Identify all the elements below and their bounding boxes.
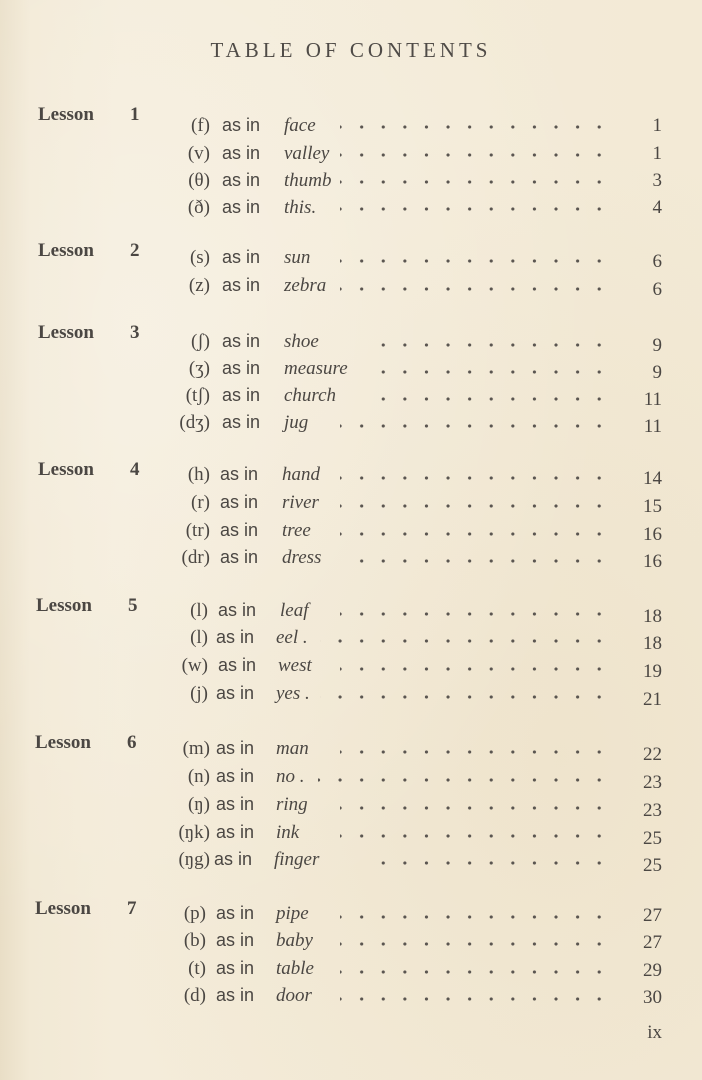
dot-leader — [345, 558, 610, 564]
sound-symbol: (b) — [183, 930, 206, 951]
sound-symbol: (dʒ) — [179, 412, 210, 433]
sound-symbol: (j) — [190, 683, 208, 704]
as-in-label: as in — [216, 930, 255, 950]
page-number: 6 — [652, 251, 662, 272]
as-in-label: as in — [216, 627, 255, 647]
example-word: west — [278, 655, 312, 676]
page-number: 14 — [643, 468, 662, 489]
sound-symbol: (ŋk) — [178, 822, 210, 843]
toc-entry — [0, 791, 702, 821]
page-number: 18 — [643, 606, 662, 627]
as-in-label: as in — [222, 275, 261, 295]
dot-leader — [370, 342, 610, 348]
example-word: this. — [284, 197, 317, 218]
lesson-word: Lesson — [38, 240, 94, 261]
lesson-word: Lesson — [36, 595, 92, 616]
toc-entry — [0, 355, 702, 382]
toc-entry — [0, 328, 702, 355]
as-in-label: as in — [222, 170, 261, 190]
toc-entry — [0, 763, 702, 793]
dot-leader — [370, 369, 610, 375]
sound-symbol: (m) — [182, 738, 210, 759]
example-word: eel . — [276, 627, 308, 648]
toc-entry — [0, 382, 702, 409]
page-number: 25 — [643, 855, 662, 876]
page-number: 16 — [643, 551, 662, 572]
page-number: 22 — [643, 744, 662, 765]
as-in-label: as in — [218, 655, 257, 675]
dot-leader — [340, 969, 610, 975]
toc-entry — [0, 544, 702, 571]
example-word: shoe — [284, 331, 319, 352]
page-number: 27 — [643, 932, 662, 953]
page-number: 30 — [643, 987, 662, 1008]
dot-leader — [340, 152, 610, 158]
as-in-label: as in — [220, 520, 259, 540]
toc-entry — [0, 461, 702, 488]
dot-leader — [320, 638, 610, 644]
page-number: 18 — [643, 633, 662, 654]
example-word: dress — [282, 547, 322, 568]
dot-leader — [340, 833, 610, 839]
lesson-number: 4 — [130, 459, 140, 480]
sound-symbol: (tr) — [185, 520, 210, 541]
sound-symbol: (ŋg) — [178, 849, 210, 870]
dot-leader — [370, 396, 610, 402]
sound-symbol: (r) — [191, 492, 210, 513]
dot-leader — [320, 694, 610, 700]
as-in-label: as in — [218, 600, 257, 620]
as-in-label: as in — [214, 849, 253, 869]
page-number: 23 — [643, 800, 662, 821]
as-in-label: as in — [216, 822, 255, 842]
example-word: man — [276, 738, 309, 759]
as-in-label: as in — [216, 958, 255, 978]
as-in-label: as in — [216, 903, 255, 923]
as-in-label: as in — [220, 492, 259, 512]
example-word: ink — [276, 822, 300, 843]
page-number: 29 — [643, 960, 662, 981]
sound-symbol: (tʃ) — [185, 385, 210, 406]
example-word: face — [284, 115, 316, 136]
toc-entry — [0, 900, 702, 927]
example-word: zebra — [284, 275, 327, 296]
as-in-label: as in — [222, 247, 261, 267]
dot-leader — [318, 777, 610, 783]
page-number: 11 — [643, 389, 662, 410]
sound-symbol: (d) — [183, 985, 206, 1006]
folio-page-number: ix — [647, 1022, 662, 1043]
sound-symbol: (l) — [190, 627, 208, 648]
dot-leader — [340, 179, 610, 185]
page-number: 23 — [643, 772, 662, 793]
toc-entry — [0, 927, 702, 954]
page-number: 21 — [643, 689, 662, 710]
toc-entry — [0, 409, 702, 436]
as-in-label: as in — [222, 331, 261, 351]
lesson-word: Lesson — [38, 459, 94, 480]
sound-symbol: (f) — [191, 115, 210, 136]
toc-entry — [0, 735, 702, 765]
sound-symbol: (z) — [188, 275, 210, 296]
page-number: 4 — [652, 197, 662, 218]
lesson-word: Lesson — [38, 104, 94, 125]
toc-entry — [0, 680, 702, 710]
sound-symbol: (ʃ) — [191, 331, 210, 352]
dot-leader — [340, 666, 610, 672]
sound-symbol: (dr) — [181, 547, 210, 568]
sound-symbol: (θ) — [188, 170, 210, 191]
dot-leader — [340, 124, 610, 130]
example-word: thumb — [284, 170, 332, 191]
dot-leader — [340, 258, 610, 264]
page-number: 1 — [652, 115, 662, 136]
dot-leader — [380, 860, 610, 866]
toc-entry — [0, 517, 702, 544]
sound-symbol: (s) — [189, 247, 210, 268]
example-word: church — [284, 385, 337, 406]
example-word: door — [276, 985, 312, 1006]
dot-leader — [340, 996, 610, 1002]
as-in-label: as in — [216, 683, 255, 703]
sound-symbol: (w) — [181, 655, 208, 676]
toc-entry — [0, 846, 702, 876]
sound-symbol: (v) — [187, 143, 210, 164]
page-number: 27 — [643, 905, 662, 926]
dot-leader — [340, 503, 610, 509]
example-word: baby — [276, 930, 313, 951]
as-in-label: as in — [222, 412, 261, 432]
dot-leader — [340, 206, 610, 212]
as-in-label: as in — [222, 197, 261, 217]
toc-entry — [0, 597, 702, 627]
toc-entry — [0, 955, 702, 982]
page-number: 9 — [652, 362, 662, 383]
toc-entry — [0, 112, 702, 139]
dot-leader — [340, 423, 610, 429]
page-number: 6 — [652, 279, 662, 300]
lesson-word: Lesson — [38, 322, 94, 343]
sound-symbol: (n) — [187, 766, 210, 787]
as-in-label: as in — [216, 794, 255, 814]
as-in-label: as in — [222, 143, 261, 163]
example-word: finger — [274, 849, 320, 870]
lesson-number: 5 — [128, 595, 138, 616]
example-word: hand — [282, 464, 320, 485]
page-number: 25 — [643, 828, 662, 849]
example-word: sun — [284, 247, 311, 268]
dot-leader — [340, 749, 610, 755]
toc-entry — [0, 140, 702, 167]
example-word: measure — [284, 358, 348, 379]
as-in-label: as in — [220, 464, 259, 484]
example-word: table — [276, 958, 314, 979]
example-word: yes . — [276, 683, 310, 704]
dot-leader — [340, 475, 610, 481]
lesson-number: 7 — [127, 898, 137, 919]
example-word: ring — [276, 794, 308, 815]
lesson-word: Lesson — [35, 732, 91, 753]
sound-symbol: (p) — [183, 903, 206, 924]
sound-symbol: (ð) — [187, 197, 210, 218]
lesson-number: 2 — [130, 240, 140, 261]
toc-entry — [0, 624, 702, 654]
page-title: TABLE OF CONTENTS — [210, 38, 492, 62]
lesson-number: 6 — [127, 732, 137, 753]
example-word: river — [282, 492, 319, 513]
example-word: pipe — [276, 903, 309, 924]
as-in-label: as in — [216, 738, 255, 758]
page-number: 9 — [652, 335, 662, 356]
toc-entry — [0, 244, 702, 271]
toc-entry — [0, 194, 702, 221]
toc-entry — [0, 272, 702, 299]
toc-entry — [0, 982, 702, 1009]
dot-leader — [340, 286, 610, 292]
toc-entry — [0, 652, 702, 682]
example-word: valley — [284, 143, 330, 164]
page-number: 1 — [652, 143, 662, 164]
as-in-label: as in — [216, 985, 255, 1005]
page-number: 15 — [643, 496, 662, 517]
sound-symbol: (ʒ) — [188, 358, 210, 379]
lesson-number: 1 — [130, 104, 140, 125]
dot-leader — [340, 531, 610, 537]
as-in-label: as in — [222, 358, 261, 378]
dot-leader — [340, 611, 610, 617]
example-word: jug — [284, 412, 309, 433]
toc-entry — [0, 819, 702, 849]
example-word: leaf — [280, 600, 309, 621]
sound-symbol: (l) — [190, 600, 208, 621]
page-number: 16 — [643, 524, 662, 545]
lesson-word: Lesson — [35, 898, 91, 919]
lesson-number: 3 — [130, 322, 140, 343]
page-number: 19 — [643, 661, 662, 682]
sound-symbol: (ŋ) — [187, 794, 210, 815]
dot-leader — [340, 941, 610, 947]
as-in-label: as in — [220, 547, 259, 567]
as-in-label: as in — [216, 766, 255, 786]
sound-symbol: (t) — [188, 958, 206, 979]
example-word: tree — [282, 520, 311, 541]
toc-entry — [0, 489, 702, 516]
page-number: 3 — [652, 170, 662, 191]
example-word: no . — [276, 766, 305, 787]
toc-entry — [0, 167, 702, 194]
sound-symbol: (h) — [187, 464, 210, 485]
dot-leader — [340, 805, 610, 811]
as-in-label: as in — [222, 385, 261, 405]
as-in-label: as in — [222, 115, 261, 135]
dot-leader — [340, 914, 610, 920]
page-number: 11 — [643, 416, 662, 437]
